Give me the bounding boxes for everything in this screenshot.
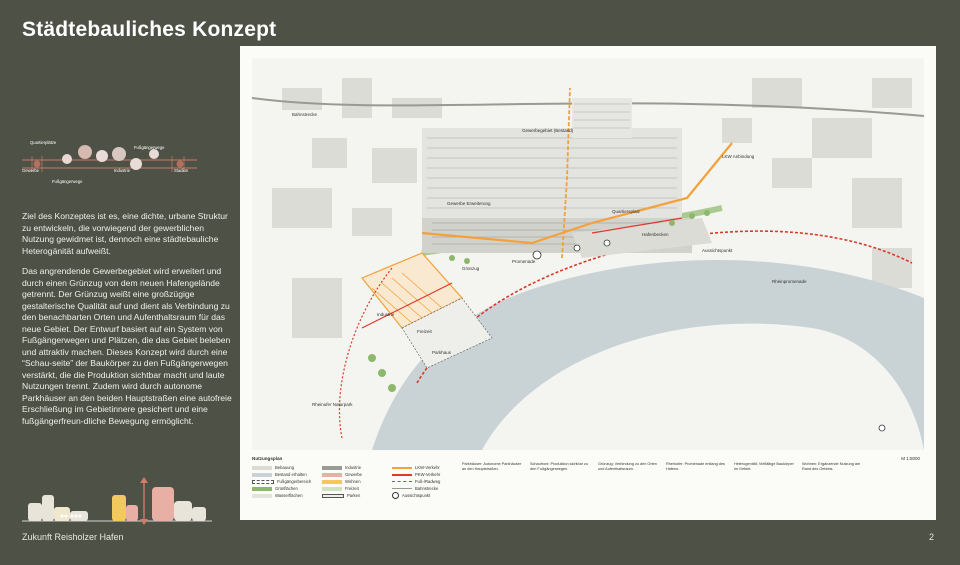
top-diagram-label: Stadion <box>174 168 189 173</box>
legend-item: Wasserflächen <box>252 492 311 499</box>
map-label-quartier: Quartiersplatz <box>612 209 641 214</box>
legend-note: Heterogenität: Vielfältige Baukörper im Gebiet. <box>734 462 794 471</box>
top-diagram-label: Gewerbe <box>22 168 39 173</box>
footer-title: Zukunft Reisholzer Hafen <box>22 532 124 542</box>
map-label-gruenzug: Grünzug <box>462 266 480 271</box>
map-label-gewerbe-erweiterung: Gewerbe Erweiterung <box>447 201 491 206</box>
top-diagram-label: Quartierplätze <box>30 140 57 145</box>
map-scale: M 1:5000 <box>901 456 920 461</box>
top-diagram-label: Industrie <box>114 168 131 173</box>
legend-item: Aussichtspunkt <box>392 492 440 499</box>
paragraph: Das angrendende Gewerbegebiet wird erweitert und durch einen Grünzug von dem neuen Hafengelände getrennt. Der Grünzug weißt eine großzügige gestalterische Qualität auf und dient als Verbindung zu den benachbarten Orten und Aufenthaltsraum für das neue Gebiet. Der Entwurf basiert auf ein System von Fußgängerwegen und Plätzen, die das Gebiet beleben und attraktiv machen. Dieses Konzept wird durch eine “Schau-seite” der Baukörper zu den Fußgängerwegen verstärkt, die die Produktion sichtbar macht und laute Nutzungen trennt. Zudem wird durch autonome Parkhäuser an den beiden Hauptstraßen eine autofreie Erschließung im Gebietinnere gesichert und eine fußgängerfreun-dliche Bewegung ermöglicht. <box>22 266 232 426</box>
legend-column <box>322 464 362 499</box>
legend-column <box>252 464 311 499</box>
site-plan-map <box>252 58 924 450</box>
section-diagram <box>22 473 212 529</box>
page-title: Städtebauliches Konzept <box>22 18 277 41</box>
legend-item: Fußgängerbereich <box>252 478 311 485</box>
legend-item: Bestand erhalten <box>252 471 311 478</box>
map-label-rhein-promenade: Rheinpromenade <box>772 279 807 284</box>
legend-item: Gewerbe <box>322 471 362 478</box>
description-text <box>22 211 234 436</box>
legend-item: Parken <box>322 492 362 499</box>
legend-column <box>392 464 440 499</box>
legend-item: Wohnen <box>322 478 362 485</box>
map-label-parkhaus: Parkhaus <box>432 350 452 355</box>
top-diagram-label: Fußgängerwege <box>52 179 83 184</box>
legend-item: Fuß-/Radweg <box>392 478 440 485</box>
legend-item: Freizeit <box>322 485 362 492</box>
legend-item: Bebauung <box>252 464 311 471</box>
map-legend <box>252 454 924 514</box>
map-panel <box>240 46 936 520</box>
map-label-hafen: Hafenbecken <box>642 232 669 237</box>
legend-item: Bahnstrecke <box>392 485 440 492</box>
page-number: 2 <box>928 532 934 542</box>
legend-note: Schaufront: Produktion sichtbar zu den Fußgängerwegen. <box>530 462 589 471</box>
legend-note: Grünzug: Verbindung zu den Orten und Aufenthaltsraum. <box>598 462 657 471</box>
legend-item: Industrie <box>322 464 362 471</box>
legend-item: Grünflächen <box>252 485 311 492</box>
legend-item: PKW-Verkehr <box>392 471 440 478</box>
map-label-gewerbe-bestand: Gewerbegebiet (Bestand) <box>522 128 574 133</box>
map-label-lkw: LKW Anbindung <box>722 154 755 159</box>
map-label-industrie: Industrie <box>377 312 395 317</box>
legend-note: Parkhäuser: Autonome Parkhäuser an den Hauptstraßen. <box>462 462 522 471</box>
legend-title: Nutzungsplan <box>252 456 283 461</box>
map-label-promenade: Promenade <box>512 259 536 264</box>
paragraph: Ziel des Konzeptes ist es, eine dichte, urbane Struktur zu entwickeln, die vorwiegend der gewerblichen Nutzung gewidmet ist, dennoch eine städtebauliche Heterogänität aufweißt. <box>22 211 228 256</box>
concept-diagram-top <box>22 138 212 188</box>
map-label-bahn: Bahnstrecke <box>292 112 318 117</box>
map-label-freizeit: Freizeit <box>417 329 432 334</box>
legend-note: Rheinufer: Promenade entlang des Hafens. <box>666 462 725 471</box>
legend-note: Wohnen: Ergänzende Nutzung am Rand des Gebiets. <box>802 462 861 471</box>
map-label-naturpark: Rheinufer Naturpark <box>312 402 353 407</box>
map-label-aussichtspunkt: Aussichtspunkt <box>702 248 733 253</box>
top-diagram-label: Fußgängerwege <box>134 145 165 150</box>
legend-item: LKW-Verkehr <box>392 464 440 471</box>
